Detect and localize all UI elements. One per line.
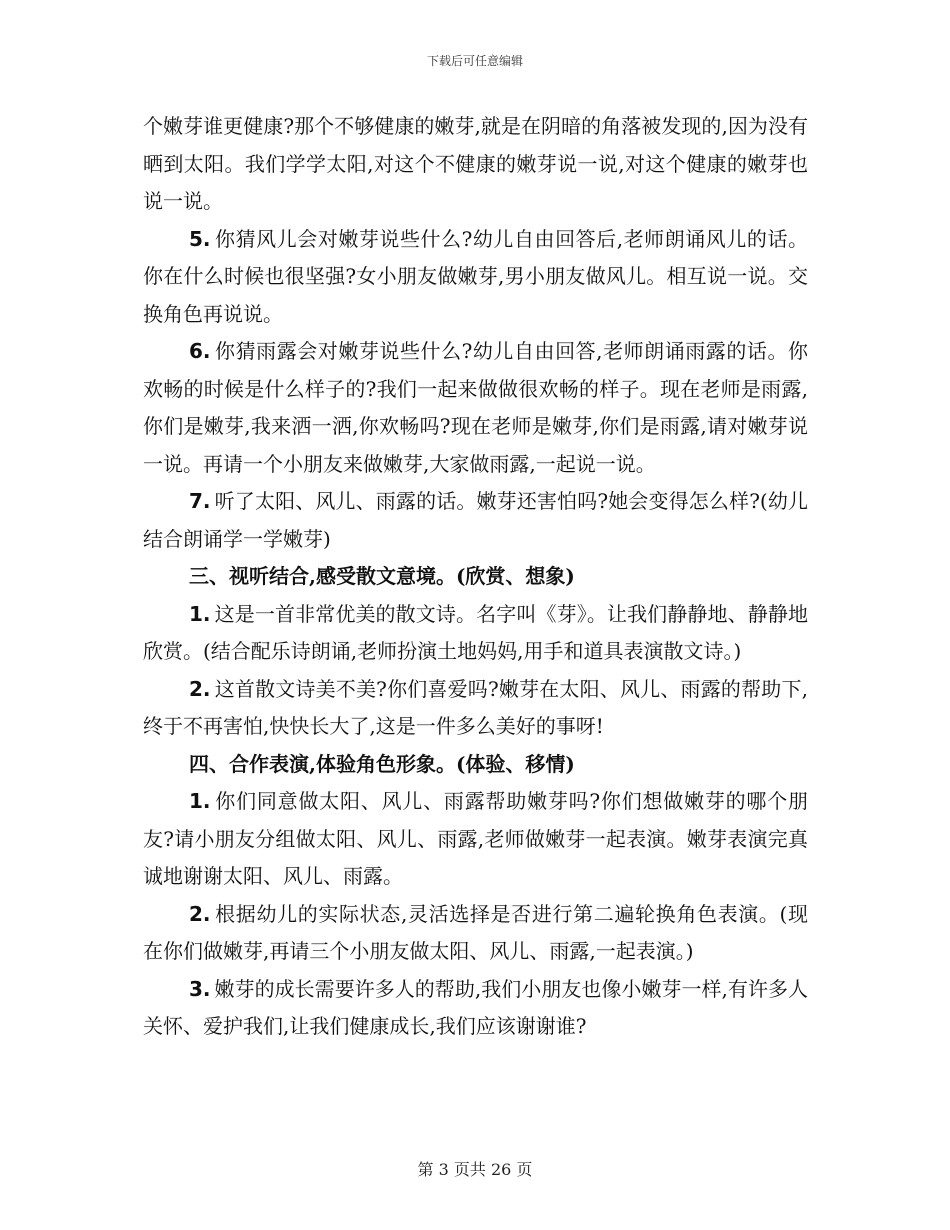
paragraph	[143, 783, 808, 896]
section-heading	[143, 746, 808, 784]
item-number: 7.	[189, 489, 211, 513]
paragraph	[143, 671, 808, 746]
item-number: 1.	[189, 601, 211, 626]
paragraph	[143, 971, 808, 1046]
heading-text: 四、合作表演,体验角色形象。(体验、移情)	[189, 751, 575, 776]
item-number: 1.	[189, 789, 211, 813]
paragraph-text: 你猜雨露会对嫩芽说些什么?幼儿自由回答,老师朗诵雨露的话。你欢畅的时候是什么样子的?我们一起来做做很欢畅的样子。现在老师是雨露,你们是嫩芽,我来洒一洒,你欢畅吗?现在老师是嫩芽,你们是雨露,请对嫩芽说一说。再请一个小朋友来做嫩芽,大家做雨露,一起说一说。	[143, 339, 808, 476]
paragraph-text: 个嫩芽谁更健康?那个不够健康的嫩芽,就是在阴暗的角落被发现的,因为没有晒到太阳。我们学学太阳,对这个不健康的嫩芽说一说,对这个健康的嫩芽也说一说。	[143, 114, 808, 213]
page-footer: 第 3 页共 26 页	[417, 1160, 533, 1179]
paragraph-text: 根据幼儿的实际状态,灵活选择是否进行第二遍轮换角色表演。(现在你们做嫩芽,再请三个小朋友做太阳、风儿、雨露,一起表演。)	[143, 901, 808, 963]
paragraph-text: 听了太阳、风儿、雨露的话。嫩芽还害怕吗?她会变得怎么样?(幼儿结合朗诵学一学嫩芽)	[143, 489, 808, 551]
paragraph	[143, 596, 808, 671]
paragraph	[143, 333, 808, 483]
paragraph	[143, 483, 808, 558]
item-number: 2.	[189, 676, 211, 701]
paragraph-text: 你们同意做太阳、风儿、雨露帮助嫩芽吗?你们想做嫩芽的哪个朋友?请小朋友分组做太阳、风儿、雨露,老师做嫩芽一起表演。嫩芽表演完真诚地谢谢太阳、风儿、雨露。	[143, 789, 808, 888]
item-number: 6.	[189, 339, 211, 363]
paragraph	[143, 221, 808, 334]
page-header: 下载后可任意编辑	[426, 54, 523, 68]
paragraph-text: 这首散文诗美不美?你们喜爱吗?嫩芽在太阳、风儿、雨露的帮助下,终于不再害怕,快快长大了,这是一件多么美好的事呀!	[143, 676, 808, 738]
paragraph	[143, 896, 808, 971]
item-number: 5.	[189, 226, 211, 251]
heading-text: 三、视听结合,感受散文意境。(欣赏、想象)	[189, 564, 575, 588]
item-number: 3.	[189, 976, 211, 1001]
paragraph	[143, 108, 808, 221]
paragraph-text: 你猜风儿会对嫩芽说些什么?幼儿自由回答后,老师朗诵风儿的话。你在什么时候也很坚强?女小朋友做嫩芽,男小朋友做风儿。相互说一说。交换角色再说说。	[143, 226, 808, 326]
document-body	[143, 108, 808, 1046]
section-heading	[143, 558, 808, 596]
item-number: 2.	[189, 901, 211, 926]
paragraph-text: 这是一首非常优美的散文诗。名字叫《芽》。让我们静静地、静静地欣赏。(结合配乐诗朗诵,老师扮演土地妈妈,用手和道具表演散文诗。)	[143, 601, 808, 663]
paragraph-text: 嫩芽的成长需要许多人的帮助,我们小朋友也像小嫩芽一样,有许多人关怀、爱护我们,让我们健康成长,我们应该谢谢谁?	[143, 976, 808, 1038]
